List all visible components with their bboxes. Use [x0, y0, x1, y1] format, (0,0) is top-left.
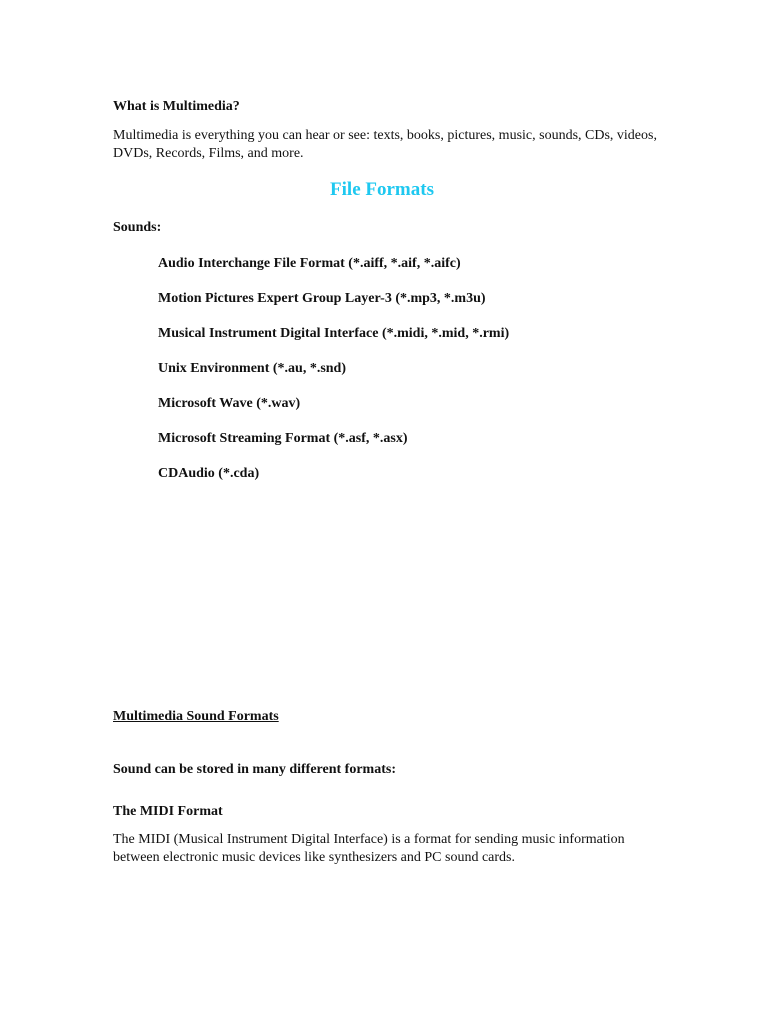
list-item: Unix Environment (*.au, *.snd) — [158, 361, 347, 376]
list-item: Microsoft Wave (*.wav) — [158, 396, 301, 411]
sounds-label: Sounds: — [113, 220, 162, 235]
list-item: Audio Interchange File Format (*.aiff, *.aif, *.aifc) — [158, 256, 461, 271]
file-formats-title: File Formats — [330, 179, 434, 200]
intro-paragraph: Multimedia is everything you can hear or see: texts, books, pictures, music, sounds, CDs, videos, DVDs, Records, Films, and more. — [113, 128, 657, 161]
list-item: Motion Pictures Expert Group Layer-3 (*.mp3, *.m3u) — [158, 291, 486, 306]
stored-formats-text: Sound can be stored in many different formats: — [113, 762, 396, 777]
midi-heading: The MIDI Format — [113, 804, 223, 819]
sound-formats-heading: Multimedia Sound Formats — [113, 709, 279, 724]
list-item: Microsoft Streaming Format (*.asf, *.asx) — [158, 431, 408, 446]
list-item: CDAudio (*.cda) — [158, 466, 260, 481]
sound-format-list — [158, 255, 509, 500]
intro-heading: What is Multimedia? — [113, 99, 240, 114]
midi-paragraph: The MIDI (Musical Instrument Digital Interface) is a format for sending music information between electronic music devices like synthesizers and PC sound cards. — [113, 832, 625, 865]
list-item: Musical Instrument Digital Interface (*.midi, *.mid, *.rmi) — [158, 326, 510, 341]
